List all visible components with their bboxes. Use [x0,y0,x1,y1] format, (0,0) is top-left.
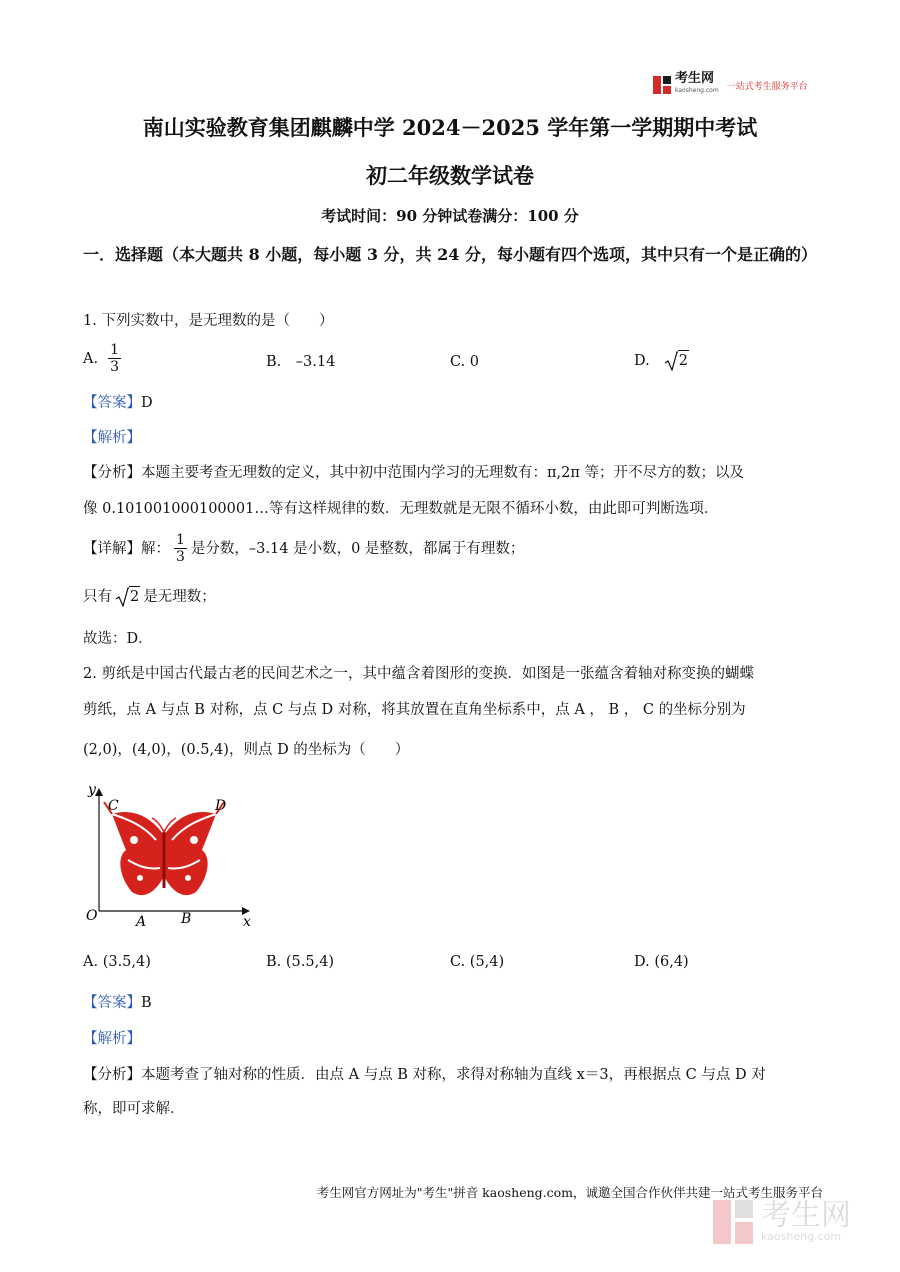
q2-stem-line3: (2,0)，(4,0)，(0.5,4)，则点 D 的坐标为（ ） [83,742,410,758]
q2-stem-line2: 剪纸，点 A 与点 B 对称，点 C 与点 D 对称，将其放置在直角坐标系中，点 A ， B ， C 的坐标分别为 [83,702,746,718]
q1-option-d [634,350,689,371]
only-sqrt [115,586,140,607]
q2-fenxi-line1 [83,1065,766,1085]
q1-option-d-sqrt [664,350,689,371]
q1-analysis-tag: 【解析】 [83,430,141,446]
point-label-d: D [215,798,227,814]
q1-option-d-label: D. [634,352,650,369]
axis-label-x: x [243,914,251,930]
section-heading: 一．选择题（本大题共 8 小题，每小题 3 分，共 24 分，每小题有四个选项，其中只有一个是正确的） [83,245,817,264]
q1-detail-fraction [174,532,187,565]
watermark-domain: kaosheng.com [761,1230,842,1243]
q1-option-a [83,342,123,375]
q1-only-line [83,586,216,607]
q2-analysis-tag: 【解析】 [83,1031,141,1047]
sqrt-radicand: 2 [129,586,140,607]
page-footer: 考生网官方网址为"考生"拼音 kaosheng.com，诚邀全国合作伙伴共建一站式考生服务平台 [316,1185,823,1200]
exam-info: 考试时间：90 分钟试卷满分：100 分 [321,207,579,225]
sqrt-sign-icon [664,351,678,371]
point-label-b: B [181,911,192,927]
brand-domain: kaosheng.com [675,87,719,94]
axis-label-y: y [88,782,96,798]
fraction-numerator: 1 [176,532,185,548]
q2-option-b: B. (5.5,4) [266,954,335,970]
answer-value: D [141,395,153,411]
fenxi-text: 本题主要考查无理数的定义，其中初中范围内学习的无理数有：π,2π 等；开不尽方的数；以及 [141,465,744,481]
point-label-a: A [136,914,147,930]
q1-answer [83,393,153,413]
q2-answer [83,993,152,1013]
watermark [713,1200,851,1244]
q1-stem: 1. 下列实数中，是无理数的是（ ） [83,313,334,329]
fraction-denominator: 3 [176,549,185,565]
q2-option-a: A. (3.5,4) [83,954,151,970]
detail-text: 是分数，–3.14 是小数，0 是整数，都属于有理数； [190,540,525,557]
q1-fenxi-line1 [83,463,744,483]
brand-logo [653,73,808,97]
watermark-name: 考生网 [761,1198,851,1233]
fraction-numerator: 1 [110,342,120,358]
fraction-denominator: 3 [110,359,120,375]
origin-label: O [86,908,98,924]
butterfly-figure [78,780,258,930]
exam-subject-title: 初二年级数学试卷 [366,163,534,188]
detail-prefix: 解： [141,540,170,557]
fenxi-text: 本题考查了轴对称的性质．由点 A 与点 B 对称，求得对称轴为直线 x＝3，再根据点 C 与点 D 对 [141,1067,766,1083]
watermark-text [761,1198,851,1243]
q1-choose: 故选：D． [83,631,153,647]
q1-fenxi-line2: 像 0.101001000100001…等有这样规律的数．无理数就是无限不循环小数，由此即可判断选项． [83,501,719,517]
q1-option-b: B. –3.14 [266,354,336,370]
q1-option-a-label: A. [83,350,99,367]
watermark-logo-icon [713,1200,753,1244]
q2-stem-line1: 2. 剪纸是中国古代最古老的民间艺术之一，其中蕴含着图形的变换．如图是一张蕴含着轴对称变换的蝴蝶 [83,666,754,682]
point-label-c: C [108,798,119,814]
only-prefix: 只有 [83,588,112,605]
q2-option-c: C. (5,4) [450,954,505,970]
brand-slogan: 一站式考生服务平台 [726,81,808,92]
fenxi-tag: 【分析】 [83,1067,141,1083]
fenxi-tag: 【分析】 [83,465,141,481]
answer-tag: 【答案】 [83,995,141,1011]
brand-name: 考生网 kaosheng.com [675,73,719,97]
detail-tag: 【详解】 [83,540,141,557]
only-text: 是无理数； [143,588,216,605]
q1-option-c: C. 0 [450,354,480,370]
brand-logo-icon [653,76,671,94]
sqrt-sign-icon [115,587,129,607]
q1-detail [83,532,524,565]
y-axis-arrow-icon [95,788,103,796]
q1-option-a-fraction [108,342,121,375]
q2-option-d: D. (6,4) [634,954,689,970]
answer-value: B [141,995,152,1011]
butterfly-paper-cut [104,802,224,895]
q2-fenxi-line2: 称，即可求解． [83,1101,185,1117]
answer-tag: 【答案】 [83,395,141,411]
sqrt-radicand: 2 [678,350,689,371]
exam-title: 南山实验教育集团麒麟中学 2024－2025 学年第一学期期中考试 [142,115,758,140]
